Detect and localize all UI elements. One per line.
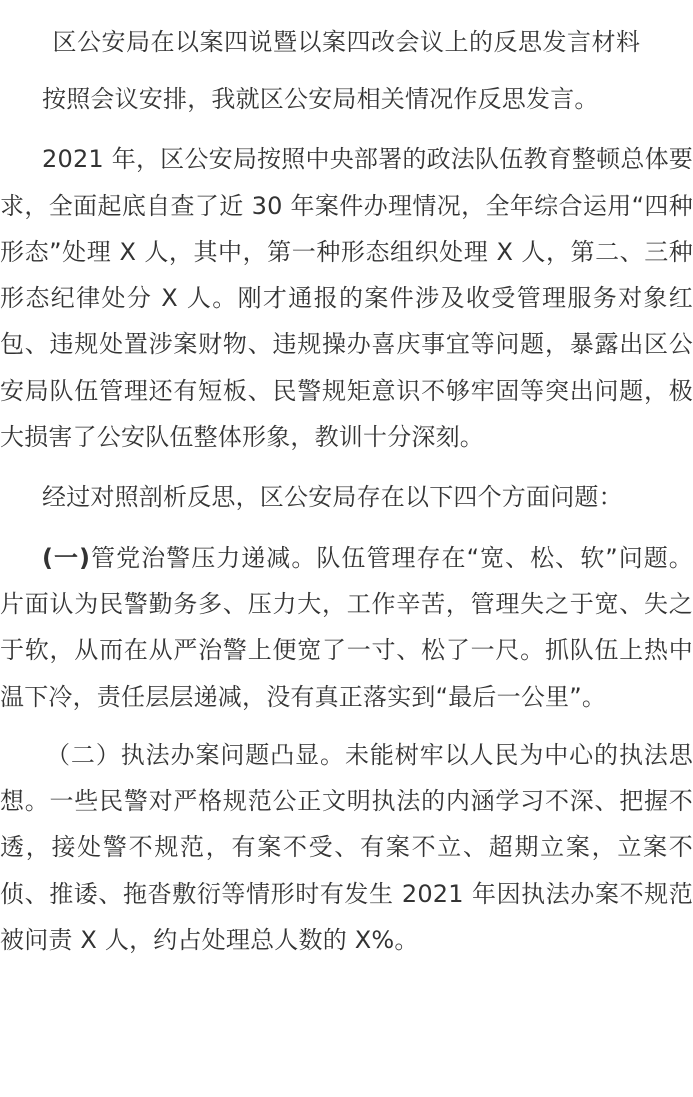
- intro-paragraph: 按照会议安排，我就区公安局相关情况作反思发言。: [42, 85, 599, 113]
- issue-one-number: (一): [42, 543, 91, 572]
- analysis-paragraph: 经过对照剖析反思，区公安局存在以下四个方面问题：: [42, 483, 623, 512]
- issue-one-text: 管党治警压力递减。队伍管理存在“宽、松、软”问题。片面认为民警勤务多、压力大，工作辛苦，管理失之于宽、失之于软，从而在从严治警上便宽了一寸、松了一尺。抓队伍上热中温下冷，责任层层递减，没有真正落实到“最后一公里”。: [0, 543, 693, 711]
- issue-two-paragraph: （二）执法办案问题凸显。未能树牢以人民为中心的执法思想。一些民警对严格规范公正文明执法的内涵学习不深、把握不透，接处警不规范，有案不受、有案不立、超期立案，立案不侦、推诿、拖沓敷衍等情形时有发生 2021 年因执法办案不规范被问责 X 人，约占处理总人数的 X%。: [0, 740, 693, 955]
- issue-one-paragraph: [0, 535, 693, 720]
- summary-paragraph: 2021 年，区公安局按照中央部署的政法队伍教育整顿总体要求，全面起底自查了近 30 年案件办理情况，全年综合运用“四种形态”处理 X 人，其中，第一种形态组织处理 X 人，第二、三种形态纪律处分 X 人。刚才通报的案件涉及收受管理服务对象红包、违规处置涉案财物、违规操办喜庆事宜等问题，暴露出区公安局队伍管理还有短板、民警规矩意识不够牢固等突出问题，极大损害了公安队伍整体形象，教训十分深刻。: [0, 145, 693, 452]
- document-title: 区公安局在以案四说暨以案四改会议上的反思发言材料: [52, 28, 641, 56]
